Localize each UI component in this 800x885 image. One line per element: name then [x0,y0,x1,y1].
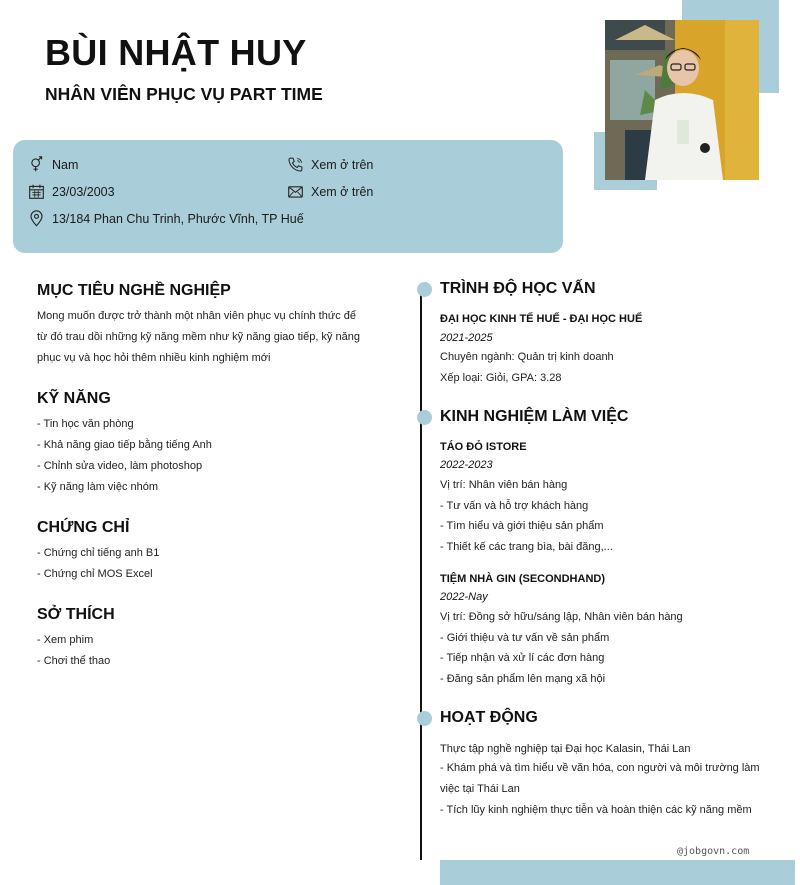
activity-line: - Khám phá và tìm hiểu về văn hóa, con người và môi trường làm [440,762,760,774]
timeline-dot [417,711,432,726]
job-period: 2022-2023 [440,459,493,471]
profile-photo [605,20,759,180]
candidate-name: BÙI NHẬT HUY [45,32,307,73]
job-company: TÁO ĐỎ ISTORE [440,441,527,453]
objective-line: từ đó trau dồi những kỹ năng mềm như kỹ năng giao tiếp, kỹ năng [37,331,360,343]
certificate-item: - Chứng chỉ tiếng anh B1 [37,547,160,559]
experience-title: KINH NGHIỆM LÀM VIỆC [440,408,629,425]
email-row [287,183,373,200]
objective-line: Mong muốn được trở thành một nhân viên phục vụ chính thức để [37,310,356,322]
skill-item: - Kỹ năng làm việc nhóm [37,481,159,493]
job-task: - Thiết kế các trang bìa, bài đăng,... [440,541,613,553]
decorative-block-bottom [440,860,795,885]
email-value: Xem ở trên [311,184,374,199]
objective-line: phục vụ và học hỏi thêm nhiều kinh nghiệm mới [37,352,271,364]
timeline-line [420,290,422,860]
job-task: - Tiếp nhận và xử lí các đơn hàng [440,652,605,664]
skill-item: - Chỉnh sửa video, làm photoshop [37,460,203,472]
hobby-item: - Xem phim [37,634,94,646]
activity-line: việc tại Thái Lan [440,783,520,795]
job-task: - Tìm hiểu và giới thiệu sản phẩm [440,520,604,532]
phone-value: Xem ở trên [311,157,374,172]
education-grade: Xếp loại: Giỏi, GPA: 3.28 [440,372,562,384]
phone-icon [287,156,304,173]
hobbies-title: SỞ THÍCH [37,606,115,623]
skill-item: - Khả năng giao tiếp bằng tiếng Anh [37,439,212,451]
job-position: Vị trí: Đồng sở hữu/sáng lập, Nhân viên bán hàng [440,611,683,623]
activity-line: Thực tập nghề nghiệp tại Đại học Kalasin, Thái Lan [440,743,691,755]
address-value: 13/184 Phan Chu Trinh, Phước Vĩnh, TP Huế [52,211,304,226]
birthday-row [28,183,115,200]
education-title: TRÌNH ĐỘ HỌC VẤN [440,280,596,297]
job-title: NHÂN VIÊN PHỤC VỤ PART TIME [45,84,323,104]
skill-item: - Tin học văn phòng [37,418,134,430]
activities-title: HOẠT ĐỘNG [440,709,538,726]
gender-row [28,156,78,173]
location-pin-icon [28,210,45,227]
hobby-item: - Chơi thể thao [37,655,111,667]
profile-photo-illustration [605,20,759,180]
skills-title: KỸ NĂNG [37,390,111,407]
objective-title: MỤC TIÊU NGHỀ NGHIỆP [37,282,231,299]
job-position: Vị trí: Nhân viên bán hàng [440,479,568,491]
activity-line: - Tích lũy kinh nghiệm thực tiễn và hoàn thiện các kỹ năng mềm [440,804,752,816]
gender-icon [28,156,45,173]
job-task: - Đăng sản phẩm lên mạng xã hội [440,673,606,685]
gender-value: Nam [52,157,79,172]
watermark: @jobgovn.com [677,846,750,857]
job-task: - Tư vấn và hỗ trợ khách hàng [440,500,589,512]
certificate-item: - Chứng chỉ MOS Excel [37,568,153,580]
job-task: - Giới thiệu và tư vấn về sản phẩm [440,632,610,644]
timeline-dot [417,410,432,425]
phone-row [287,156,373,173]
certificates-title: CHỨNG CHỈ [37,519,130,536]
education-period: 2021-2025 [440,332,493,344]
address-row [28,210,304,227]
job-company: TIỆM NHÀ GIN (SECONDHAND) [440,573,605,585]
job-period: 2022-Nay [440,591,488,603]
education-major: Chuyên ngành: Quản trị kinh doanh [440,351,614,363]
timeline-dot [417,282,432,297]
email-icon [287,183,304,200]
calendar-icon [28,183,45,200]
contact-info-box [13,140,563,253]
school-name: ĐẠI HỌC KINH TẾ HUẾ - ĐẠI HỌC HUẾ [440,313,643,325]
birthday-value: 23/03/2003 [52,184,115,199]
